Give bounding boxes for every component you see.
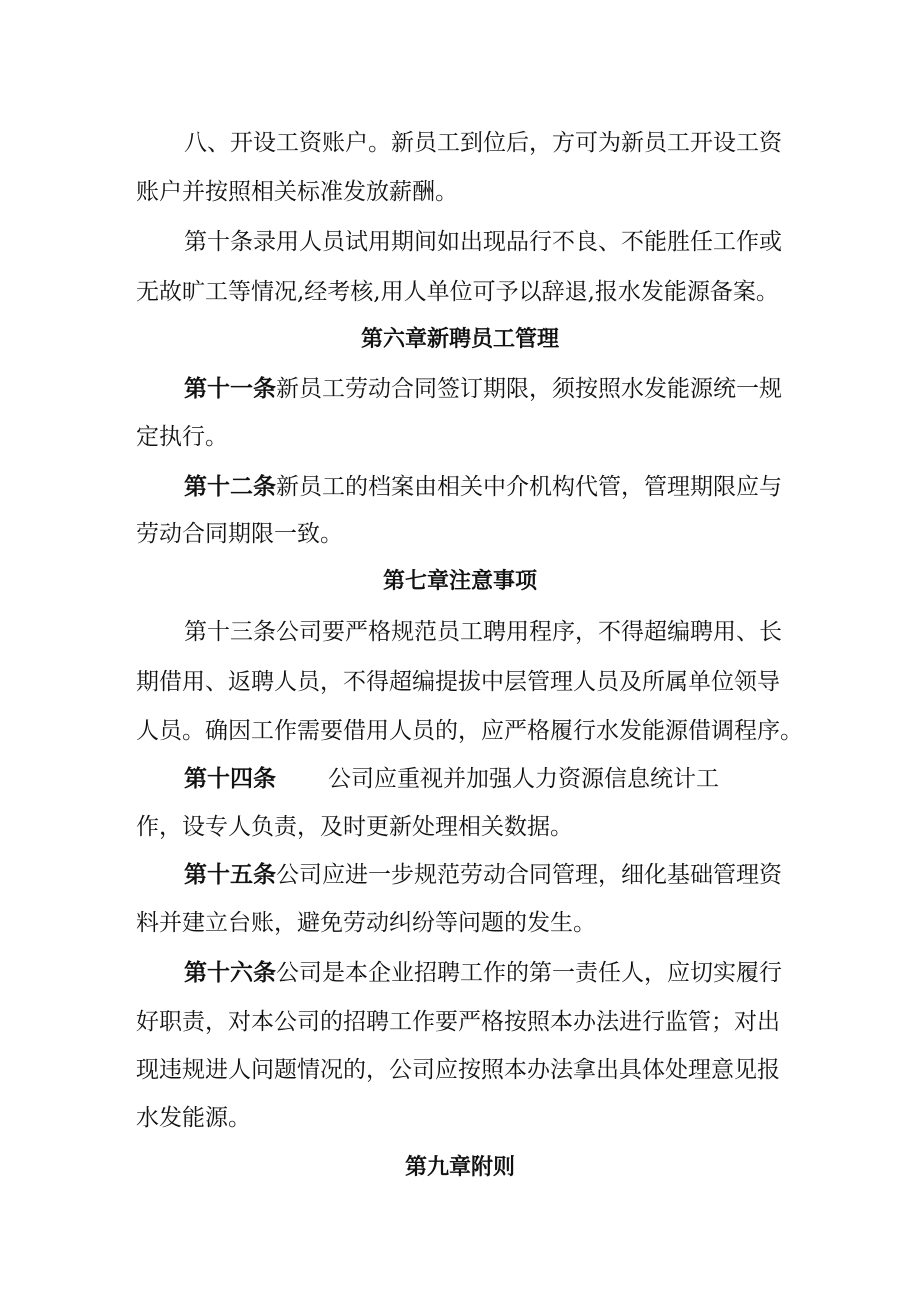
article-14-text: 公司应重视并加强人力资源信息统计工 [328,766,719,792]
article-10-line: 第十条录用人员试用期间如出现品行不良、不能胜任工作或 [184,229,782,255]
article-13-line: 人员。确因工作需要借用人员的，应严格履行水发能源借调程序。 [136,718,803,744]
article-16-line: 水发能源。 [136,1105,251,1131]
article-12-text: 新员工的档案由相关中介机构代管，管理期限应与 [276,474,782,500]
article-16-number: 第十六条 [184,960,276,986]
article-15-line [184,860,782,890]
article-11-text: 新员工劳动合同签订期限，须按照水发能源统一规 [276,376,782,402]
article-10-line: 无故旷工等情况,经考核,用人单位可予以辞退,报水发能源备案。 [136,279,779,305]
article-13-line: 期借用、返聘人员，不得超编提拔中层管理人员及所属单位领导 [136,669,780,695]
article-14-line [184,764,719,794]
chapter-9-heading: 第九章附则 [404,1155,515,1180]
article-12-line [184,472,782,502]
article-16-line [184,958,782,988]
paragraph-line: 八、开设工资账户。新员工到位后，方可为新员工开设工资 [184,130,782,156]
article-12-number: 第十二条 [184,474,276,500]
article-14-number: 第十四条 [184,766,276,792]
article-16-text: 公司是本企业招聘工作的第一责任人，应切实履行 [276,960,782,986]
article-15-line: 料并建立台账，避免劳动纠纷等问题的发生。 [136,910,596,936]
article-11-line [184,374,782,404]
article-11-number: 第十一条 [184,376,276,402]
article-15-number: 第十五条 [184,862,276,888]
chapter-7-heading: 第七章注意事项 [382,569,537,594]
article-12-line: 劳动合同期限一致。 [136,521,343,547]
article-16-line: 好职责，对本公司的招聘工作要严格按照本办法进行监管；对出 [136,1009,780,1035]
article-14-line: 作，设专人负责，及时更新处理相关数据。 [136,814,573,840]
article-11-line: 定执行。 [136,424,228,450]
article-15-text: 公司应进一步规范劳动合同管理，细化基础管理资 [276,862,782,888]
paragraph-line: 账户并按照相关标准发放薪酬。 [136,179,458,205]
chapter-6-heading: 第六章新聘员工管理 [360,327,559,352]
article-16-line: 现违规进人问题情况的，公司应按照本办法拿出具体处理意见报 [136,1057,780,1083]
article-13-line: 第十三条公司要严格规范员工聘用程序，不得超编聘用、长 [184,619,782,645]
